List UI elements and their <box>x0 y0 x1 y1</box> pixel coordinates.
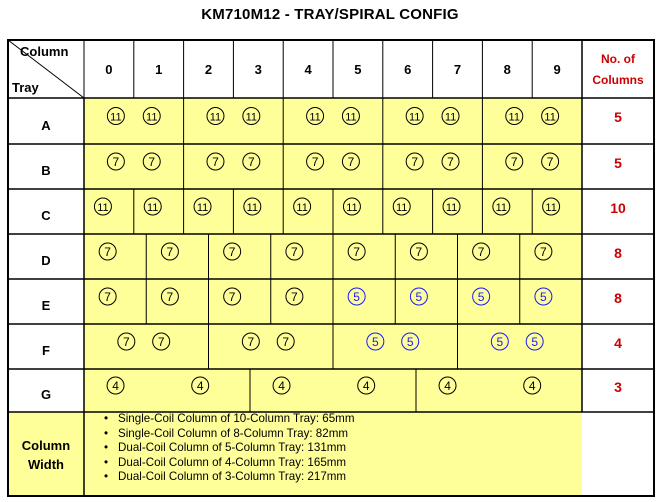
svg-text:7: 7 <box>510 155 518 169</box>
svg-text:5: 5 <box>353 290 360 304</box>
column-width-label-line2: Width <box>28 457 64 472</box>
column-header-8: 8 <box>503 61 511 77</box>
column-count-A: 5 <box>614 109 622 125</box>
tray-label-B: B <box>41 163 51 178</box>
column-count-B: 5 <box>614 154 622 171</box>
no-of-columns-header <box>582 42 654 98</box>
svg-text:4: 4 <box>112 379 119 393</box>
svg-text:5: 5 <box>371 335 379 349</box>
svg-text:11: 11 <box>246 202 259 214</box>
column-width-item: • Single-Coil Column of 10-Column Tray: 65mm <box>98 412 354 427</box>
column-width-item: • Dual-Coil Column of 5-Column Tray: 131mm <box>98 441 354 456</box>
svg-text:11: 11 <box>495 202 508 214</box>
svg-text:7: 7 <box>353 245 360 259</box>
svg-text:5: 5 <box>415 290 423 304</box>
column-width-item: • Dual-Coil Column of 4-Column Tray: 165mm <box>98 456 354 471</box>
svg-text:4: 4 <box>196 379 204 393</box>
svg-text:11: 11 <box>196 202 209 214</box>
svg-text:7: 7 <box>157 335 165 349</box>
svg-text:7: 7 <box>546 155 554 169</box>
svg-text:7: 7 <box>104 245 111 259</box>
svg-text:7: 7 <box>166 245 174 259</box>
svg-text:11: 11 <box>309 111 321 124</box>
column-header-5: 5 <box>354 61 362 77</box>
svg-text:11: 11 <box>346 202 358 214</box>
svg-text:11: 11 <box>445 202 458 214</box>
svg-text:7: 7 <box>212 155 219 169</box>
svg-text:7: 7 <box>228 290 236 304</box>
tray-label-C: C <box>41 208 51 223</box>
svg-text:11: 11 <box>508 111 520 124</box>
column-header-7: 7 <box>453 61 462 77</box>
corner-column-label: Column <box>20 44 69 59</box>
column-count-F: 4 <box>614 334 622 351</box>
tray-label-A: A <box>41 117 51 133</box>
svg-text:7: 7 <box>247 155 255 169</box>
column-width-label <box>8 414 84 496</box>
svg-text:4: 4 <box>444 379 451 393</box>
svg-text:11: 11 <box>396 202 408 214</box>
svg-text:11: 11 <box>345 111 357 124</box>
svg-text:7: 7 <box>122 335 130 349</box>
svg-text:11: 11 <box>544 111 556 124</box>
svg-text:11: 11 <box>146 111 158 124</box>
svg-text:5: 5 <box>406 335 414 349</box>
column-header-3: 3 <box>254 61 262 77</box>
svg-text:11: 11 <box>245 111 258 124</box>
column-header-1: 1 <box>155 61 163 77</box>
svg-text:11: 11 <box>147 202 159 214</box>
svg-text:5: 5 <box>477 290 485 304</box>
column-header-0: 0 <box>105 61 113 77</box>
svg-text:5: 5 <box>531 335 539 349</box>
column-width-list <box>98 412 354 485</box>
column-width-label-line1: Column <box>21 438 71 453</box>
svg-text:5: 5 <box>496 335 504 349</box>
column-width-item: • Dual-Coil Column of 3-Column Tray: 217mm <box>98 470 354 485</box>
svg-text:7: 7 <box>282 335 290 349</box>
svg-text:11: 11 <box>110 111 122 124</box>
column-header-6: 6 <box>404 61 412 77</box>
svg-text:7: 7 <box>228 245 236 259</box>
column-header-2: 2 <box>204 61 213 77</box>
column-header-9: 9 <box>553 61 561 77</box>
svg-text:4: 4 <box>528 379 536 393</box>
svg-text:11: 11 <box>545 202 557 214</box>
svg-text:7: 7 <box>347 155 355 169</box>
svg-text:4: 4 <box>278 379 285 393</box>
tray-label-D: D <box>41 253 51 268</box>
tray-label-F: F <box>42 343 50 358</box>
column-count-E: 8 <box>614 289 622 306</box>
tray-label-G: G <box>40 387 52 402</box>
column-count-D: 8 <box>614 244 622 261</box>
svg-text:11: 11 <box>296 202 308 214</box>
svg-text:11: 11 <box>408 111 421 124</box>
svg-text:7: 7 <box>311 155 319 169</box>
svg-text:7: 7 <box>477 245 485 259</box>
svg-text:11: 11 <box>209 111 222 124</box>
svg-text:7: 7 <box>540 245 547 259</box>
column-count-C: 10 <box>610 199 626 216</box>
svg-text:7: 7 <box>104 290 111 304</box>
column-count-G: 3 <box>614 378 622 395</box>
svg-text:7: 7 <box>112 155 120 169</box>
svg-text:7: 7 <box>148 155 156 169</box>
svg-text:7: 7 <box>247 335 255 349</box>
tray-label-E: E <box>41 298 51 313</box>
no-of-columns-header-line1: No. of <box>601 52 635 66</box>
page-title: KM710M12 - TRAY/SPIRAL CONFIG <box>201 6 459 23</box>
corner-tray-label: Tray <box>12 80 39 95</box>
svg-text:7: 7 <box>411 155 419 169</box>
svg-text:11: 11 <box>444 111 457 124</box>
svg-text:7: 7 <box>291 290 298 304</box>
svg-text:7: 7 <box>166 290 174 304</box>
svg-text:4: 4 <box>362 379 370 393</box>
column-width-item: • Single-Coil Column of 8-Column Tray: 82mm <box>98 427 354 442</box>
svg-text:5: 5 <box>540 290 547 304</box>
no-of-columns-header-line2: Columns <box>592 73 644 87</box>
svg-text:7: 7 <box>415 245 423 259</box>
svg-text:7: 7 <box>447 155 454 169</box>
svg-text:11: 11 <box>97 202 109 214</box>
column-header-4: 4 <box>304 61 312 77</box>
svg-text:7: 7 <box>291 245 298 259</box>
